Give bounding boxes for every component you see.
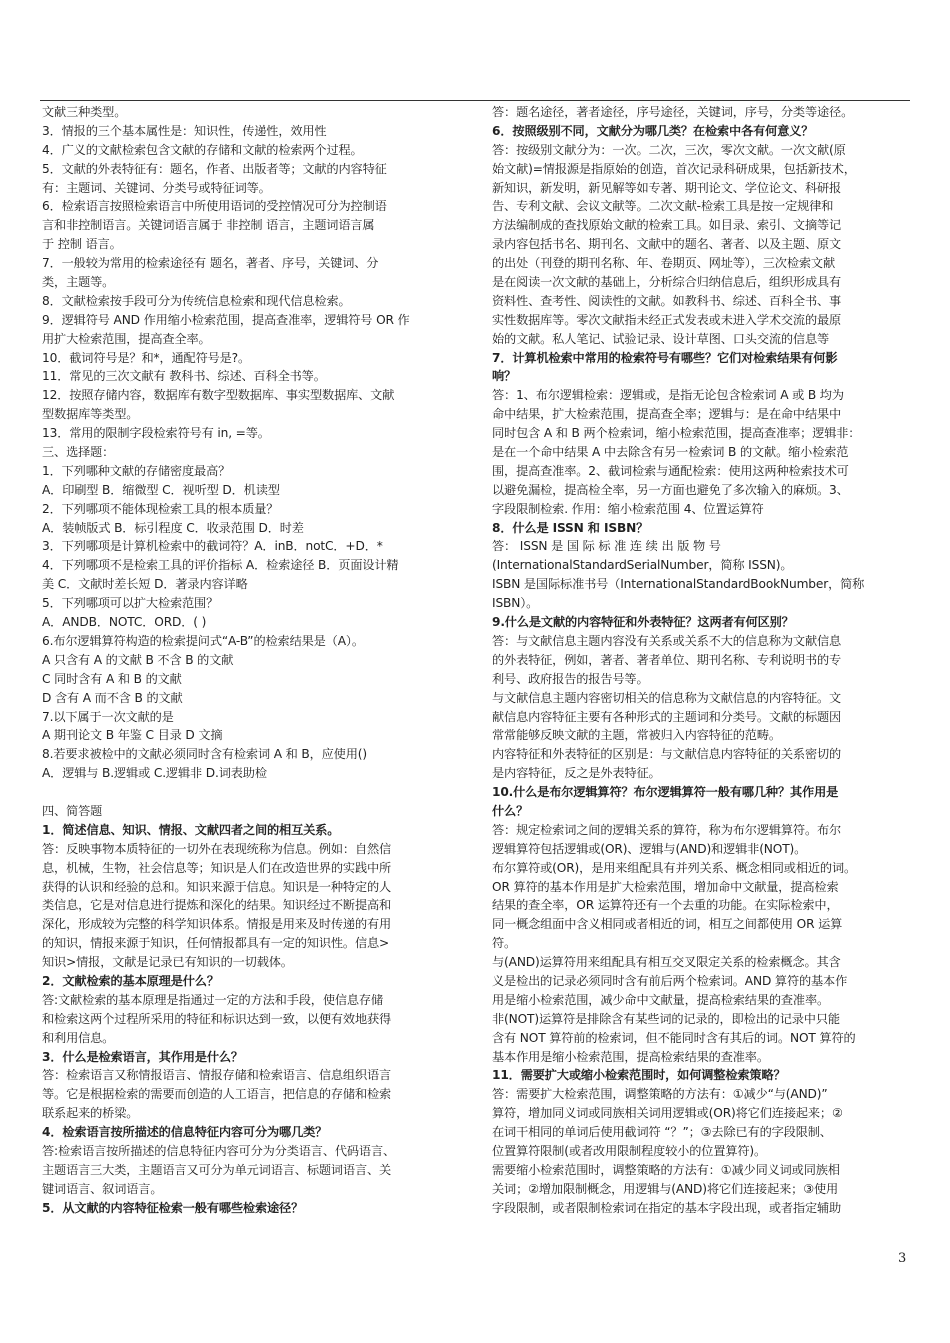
text-line: 4．检索语言按所描述的信息特征内容可分为哪几类？ (42, 1125, 328, 1140)
text-line: 资料性、查考性、阅读性的文献。如教科书、综述、百科全书、事 (492, 293, 842, 308)
text-line: 类，主题等。 (42, 275, 115, 290)
text-line: (InternationalStandardSerialNumber，简称 ISSN)。 (492, 558, 793, 573)
text-line (42, 783, 462, 802)
text-line: 的知识，情报来源于知识，任何情报都具有一定的知识性。信息> (42, 936, 390, 951)
text-line: 以避免漏检，提高检全率，另一方面也避免了多次输入的麻烦。3、 (492, 482, 849, 497)
text-line: ISBN 是国际标准书号（InternationalStandardBookNumber，简称 (492, 577, 865, 592)
text-line: 答：规定检索词之间的逻辑关系的算符，称为布尔逻辑算符。布尔 (492, 822, 842, 837)
text-line: 10.什么是布尔逻辑算符？布尔逻辑算符一般有哪几种？其作用是 (492, 785, 839, 800)
text-line: 同时包含 A 和 B 两个检索词，缩小检索范围，提高查准率；逻辑非： (492, 426, 861, 441)
text-line: 字段限制，或者限制检索词在指定的基本字段出现，或者指定辅助 (492, 1200, 842, 1215)
text-line: 用是缩小检索范围，减少命中文献量，提高检索结果的查准率。 (492, 992, 830, 1007)
text-line: 答:检索语言按所描述的信息特征内容可分为分类语言、代码语言、 (42, 1143, 396, 1158)
text-line: 主题语言三大类，主题语言又可分为单元词语言、标题词语言、关 (42, 1162, 392, 1177)
text-line: 7.以下属于一次文献的是 (42, 709, 174, 724)
page-number: 3 (898, 1251, 907, 1266)
text-line: 6.布尔逻辑算符构造的检索提问式“A-B”的检索结果是（A）。 (42, 633, 364, 648)
text-line: 三、选择题： (42, 445, 115, 460)
text-line: 答：需要扩大检索范围，调整策略的方法有：①减少“与(AND)” (492, 1087, 828, 1102)
header-rule (40, 100, 910, 101)
text-line: 位置算符限制(或者改用限制程度较小的位置算符)。 (492, 1143, 767, 1158)
right-column (492, 103, 910, 1218)
text-line: 3．什么是检索语言，其作用是什么？ (42, 1049, 243, 1064)
text-line: 有：主题词、关键词、分类号或特征词等。 (42, 180, 271, 195)
text-line: 9.什么是文献的内容特征和外表特征？这两者有何区别？ (492, 615, 794, 630)
text-line: 和检索这两个过程所采用的特征和标识达到一致，以便有效地获得 (42, 1011, 392, 1026)
text-line: 与文献信息主题内容密切相关的信息称为文献信息的内容特征。文 (492, 690, 842, 705)
text-line: 深化，形成较为完整的科学知识体系。情报是用来及时传递的有用 (42, 917, 392, 932)
text-line: 结果的查全率，OR 运算符还有一个去重的功能。在实际检索中， (492, 898, 839, 913)
text-line: 3．下列哪项是计算机检索中的截词符？A．inB．notC．+D．* (42, 539, 383, 554)
text-line: A．装帧版式 B．标引程度 C．收录范围 D．时差 (42, 520, 304, 535)
text-line: D 含有 A 而不含 B 的文献 (42, 690, 183, 705)
text-line: 7．一般较为常用的检索途径有 题名，著者、序号，关键词、分 (42, 256, 379, 271)
text-line: 命中结果，扩大检索范围，提高查全率；逻辑与：是在命中结果中 (492, 407, 842, 422)
text-line: A．印刷型 B．缩微型 C．视听型 D．机读型 (42, 482, 280, 497)
text-line: 常常能够反映文献的主题，常被归入内容特征的范畴。 (492, 728, 781, 743)
text-line: 利号、政府报告的报告号等。 (492, 671, 649, 686)
text-line: 献信息内容特征主要有各种形式的主题词和分类号。文献的标题因 (492, 709, 842, 724)
text-line: 10．截词符号是？和*，通配符号是?。 (42, 350, 251, 365)
text-line: 息，机械，生物，社会信息等；知识是人们在改造世界的实践中所 (42, 860, 392, 875)
text-line: 于 控制 语言。 (42, 237, 122, 252)
text-line: 8.若要求被检中的文献必须同时含有检索词 A 和 B，应使用() (42, 747, 367, 762)
text-line: 答：与文献信息主题内容没有关系或关系不大的信息称为文献信息 (492, 633, 842, 648)
text-line: 布尔算符或(OR)，是用来组配具有并列关系、概念相同或相近的词。 (492, 860, 857, 875)
text-line: 非(NOT)运算符是排除含有某些词的记录的，即检出的记录中只能 (492, 1011, 840, 1026)
text-line: 3．情报的三个基本属性是：知识性，传递性，效用性 (42, 123, 327, 138)
text-line: 新知识，新发明，新见解等如专著、期刊论文、学位论文、科研报 (492, 180, 842, 195)
text-line: 2．下列哪项不能体现检索工具的根本质量？ (42, 501, 279, 516)
text-line: ISBN）。 (492, 596, 539, 611)
text-line: 四、简答题 (42, 803, 103, 818)
left-column (42, 103, 462, 1218)
text-line: 13．常用的限制字段检索符号有 in, =等。 (42, 426, 270, 441)
text-line: 美 C．文献时差长短 D．著录内容详略 (42, 577, 248, 592)
text-line: 6．检索语言按照检索语言中所使用语词的受控情况可分为控制语 (42, 199, 387, 214)
text-line: 围，提高查准率。2、截词检索与通配检索：使用这两种检索技术可 (492, 463, 849, 478)
text-line: 答：题名途径，著者途径，序号途径，关键词，序号，分类等途径。 (492, 105, 854, 119)
text-line: 获得的认识和经验的总和。知识来源于信息。知识是一种特定的人 (42, 879, 392, 894)
text-line: 响？ (492, 369, 517, 384)
text-line: 7．计算机检索中常用的检索符号有哪些？它们对检索结果有何影 (492, 350, 838, 365)
text-line: A．ANDB．NOTC．ORD．( ) (42, 615, 207, 630)
text-line: 11．需要扩大或缩小检索范围时，如何调整检索策略？ (492, 1068, 786, 1083)
text-line: 1．简述信息、知识、情报、文献四者之间的相互关系。 (42, 822, 340, 837)
text-line: 的出处（刊登的期刊名称、年、卷期页、网址等），三次检索文献 (492, 256, 835, 271)
text-line: 是在一个命中结果 A 中去除含有另一检索词 B 的文献。缩小检索范 (492, 445, 849, 460)
text-line: 什么？ (492, 803, 529, 818)
text-line: 8．什么是 ISSN 和 ISBN？ (492, 520, 649, 535)
text-line: 字段限制检索. 作用：缩小检索范围 4、位置运算符 (492, 501, 764, 516)
text-line: A 只含有 A 的文献 B 不含 B 的文献 (42, 652, 234, 667)
text-line: 逻辑算符包括逻辑或(OR)、逻辑与(AND)和逻辑非(NOT)。 (492, 841, 807, 856)
text-line: 始文献)=情报源是指原始的创造，首次记录科研成果，包括新技术， (492, 161, 856, 176)
text-line: 等。它是根据检索的需要而创造的人工语言，把信息的存储和检索 (42, 1087, 392, 1102)
text-line: C 同时含有 A 和 B 的文献 (42, 671, 182, 686)
text-line: 型数据库等类型。 (42, 407, 139, 422)
text-line: 义是检出的记录必须同时含有前后两个检索词。AND 算符的基本作 (492, 973, 848, 988)
text-line: 9．逻辑符号 AND 作用缩小检索范围，提高查准率，逻辑符号 OR 作 (42, 312, 410, 327)
text-line: 2．文献检索的基本原理是什么？ (42, 973, 219, 988)
text-line: 告、专利文献、会议文献等。二次文献-检索工具是按一定规律和 (492, 199, 834, 214)
text-line: 含有 NOT 算符前的检索词，但不能同时含有其后的词。NOT 算符的 (492, 1030, 856, 1045)
text-line: OR 算符的基本作用是扩大检索范围，增加命中文献量，提高检索 (492, 879, 839, 894)
text-line: 类信息，它是对信息进行提炼和深化的结果。知识经过不断提高和 (42, 898, 392, 913)
text-line: 录内容包括书名、期刊名、文献中的题名、著者、以及主题、原文 (492, 237, 842, 252)
text-line: 关词；②增加限制概念，用逻辑与(AND)将它们连接起来；③使用 (492, 1181, 839, 1196)
text-line: 1．下列哪种文献的存储密度最高？ (42, 463, 231, 478)
text-line: 的外表特征，例如，著者、著者单位、期刊名称、专利说明书的专 (492, 652, 842, 667)
text-line: 需要缩小检索范围时，调整策略的方法有：①减少同义词或同族相 (492, 1162, 840, 1177)
text-line: 4．下列哪项不是检索工具的评价指标 A．检索途径 B．页面设计精 (42, 558, 399, 573)
text-line: 6．按照级别不同，文献分为哪几类？在检索中各有何意义？ (492, 123, 814, 138)
text-line: 答：反映事物本质特征的一切外在表现统称为信息。例如：自然信 (42, 841, 392, 856)
text-line: 始的文献。私人笔记、试验记录、设计草图、口头交流的信息等 (492, 331, 830, 346)
text-line: 言和非控制语言。关键词语言属于 非控制 语言，主题词语言属 (42, 218, 375, 233)
text-line: 与(AND)运算符用来组配具有相互交叉限定关系的检索概念。其含 (492, 955, 841, 970)
text-line: 符。 (492, 936, 517, 951)
text-line: 内容特征和外表特征的区别是：与文献信息内容特征的关系密切的 (492, 747, 842, 762)
text-line: 12．按照存储内容，数据库有数字型数据库、事实型数据库、文献 (42, 388, 395, 403)
text-line: 文献三种类型。 (42, 105, 127, 119)
text-line: 答： ISSN 是 国 际 标 准 连 续 出 版 物 号 (492, 539, 721, 554)
text-line: 方法编制成的查找原始文献的检索工具。如目录、索引、文摘等记 (492, 218, 842, 233)
text-line: 用扩大检索范围，提高查全率。 (42, 331, 211, 346)
text-line: 4．广义的文献检索包含文献的存储和文献的检索两个过程。 (42, 142, 363, 157)
text-line: 答：按级别文献分为：一次。二次，三次，零次文献。一次文献(原 (492, 142, 846, 157)
text-line: 8．文献检索按手段可分为传统信息检索和现代信息检索。 (42, 293, 351, 308)
text-line: 5．从文献的内容特征检索一般有哪些检索途径？ (42, 1200, 304, 1215)
text-line: 是内容特征，反之是外表特征。 (492, 766, 661, 781)
text-line: 5．下列哪项可以扩大检索范围？ (42, 596, 219, 611)
text-line: 实性数据库等。零次文献指未经正式发表或未进入学术交流的最原 (492, 312, 842, 327)
text-line: A．逻辑与 B.逻辑或 C.逻辑非 D.词表助检 (42, 766, 267, 781)
text-line: 答：1、布尔逻辑检索：逻辑或，是指无论包含检索词 A 或 B 均为 (492, 388, 844, 403)
text-line: A 期刊论文 B 年鉴 C 目录 D 文摘 (42, 728, 223, 743)
text-line: 和利用信息。 (42, 1030, 115, 1045)
text-line: 5．文献的外表特征有：题名，作者、出版者等；文献的内容特征 (42, 161, 387, 176)
text-line: 是在阅读一次文献的基础上，分析综合归纳信息后，组织形成具有 (492, 275, 842, 290)
text-line: 在词干相同的单词后使用截词符 “？”；③去除已有的字段限制、 (492, 1125, 832, 1140)
text-line: 算符，增加同义词或同族相关词用逻辑或(OR)将它们连接起来；② (492, 1106, 843, 1121)
text-line: 同一概念组面中含义相同或者相近的词，相互之间都使用 OR 运算 (492, 917, 843, 932)
text-line: 答：检索语言又称情报语言、情报存储和检索语言、信息组织语言 (42, 1068, 392, 1083)
text-line: 基本作用是缩小检索范围，提高检索结果的查准率。 (492, 1049, 769, 1064)
text-line: 联系起来的桥梁。 (42, 1106, 139, 1121)
text-line: 知识>情报，文献是记录已有知识的一切载体。 (42, 955, 293, 970)
text-line: 键词语言、叙词语言。 (42, 1181, 163, 1196)
text-line: 11．常见的三次文献有 教科书、综述、百科全书等。 (42, 369, 326, 384)
text-line: 答:文献检索的基本原理是指通过一定的方法和手段，使信息存储 (42, 992, 384, 1007)
